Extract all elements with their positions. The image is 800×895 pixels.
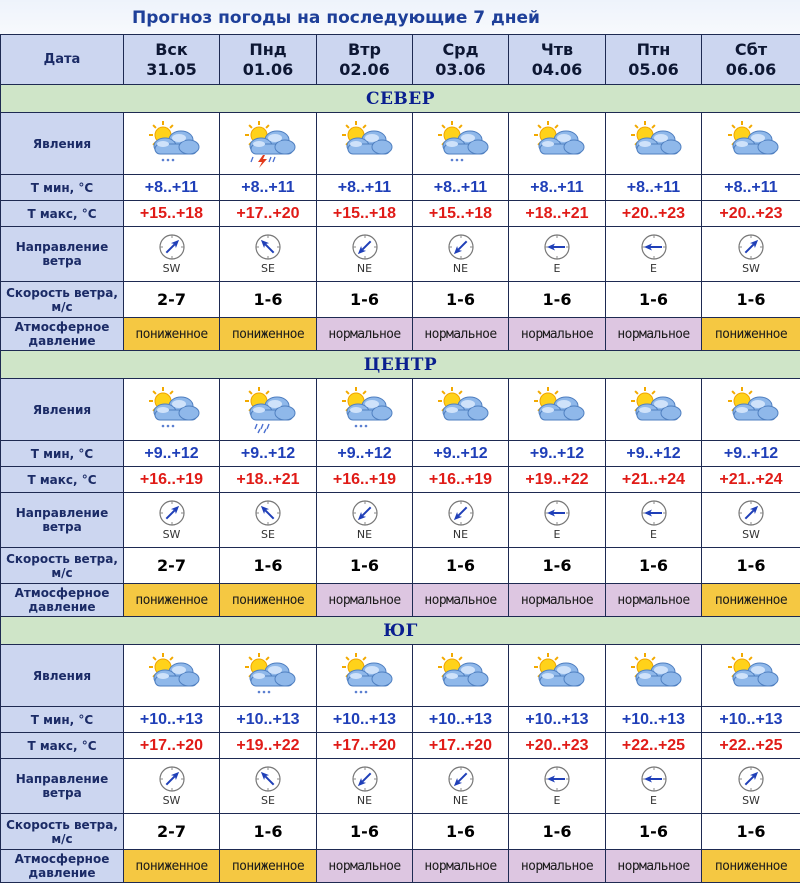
pressure-value: пониженное [702,318,800,351]
day-of-week: Чтв [540,39,574,59]
tmax-value: +20..+23 [509,733,606,759]
pressure-value: нормальное [413,584,509,617]
tmax-value: +15..+18 [413,201,509,227]
pressure-value: нормальное [606,584,702,617]
wind-direction-cell [702,759,800,814]
sun-cloud-icon [606,113,702,175]
wind-compass-icon [220,233,316,261]
tmin-value: +8..+11 [220,175,317,201]
row-label-pressure: Атмосферное давление [1,318,124,351]
wind-direction-cell [124,227,220,282]
sun-cloud-snow-icon [124,379,220,441]
day-header [413,35,509,85]
row-label-wind-dir: Направление ветра [1,759,124,814]
sun-cloud-icon [606,379,702,441]
wind-speed-value: 1-6 [220,282,317,318]
day-of-week: Вск [155,39,188,59]
tmax-value: +22..+25 [702,733,800,759]
tmin-value: +8..+11 [413,175,509,201]
wind-direction-row [1,227,800,282]
row-label-weather: Явления [1,645,124,707]
date-header-label: Дата [1,35,124,85]
wind-compass-icon [220,765,316,793]
wind-compass-icon [317,233,412,261]
tmax-value: +19..+22 [509,467,606,493]
sun-cloud-icon [702,113,800,175]
day-date: 06.06 [725,59,777,79]
pressure-value: пониженное [702,584,800,617]
wind-direction-cell [509,227,606,282]
day-header [606,35,702,85]
row-label-tmin: Т мин, °С [1,175,124,201]
wind-speed-value: 1-6 [606,814,702,850]
wind-direction-cell [220,759,317,814]
wind-speed-value: 1-6 [702,282,800,318]
pressure-value: нормальное [317,318,413,351]
tmin-value: +10..+13 [220,707,317,733]
pressure-value: нормальное [606,850,702,883]
wind-compass-icon [124,499,219,527]
row-label-tmax: Т макс, °С [1,733,124,759]
row-label-wind-speed: Скорость ветра, м/с [1,814,124,850]
tmin-value: +10..+13 [413,707,509,733]
pressure-value: нормальное [317,850,413,883]
tmax-value: +21..+24 [606,467,702,493]
day-header [124,35,220,85]
tmax-value: +17..+20 [413,733,509,759]
pressure-value: нормальное [509,850,606,883]
wind-compass-icon [124,765,219,793]
pressure-value: пониженное [220,850,317,883]
wind-direction-cell [317,227,413,282]
wind-speed-value: 1-6 [220,548,317,584]
pressure-row [1,318,800,351]
forecast-title-bar [0,0,800,34]
date-header-row [1,35,800,85]
wind-direction-label: NE [356,528,373,541]
tmin-value: +8..+11 [124,175,220,201]
wind-direction-label: SE [261,528,275,541]
row-label-pressure: Атмосферное давление [1,584,124,617]
wind-direction-cell [124,493,220,548]
wind-compass-icon [413,765,508,793]
day-date: 03.06 [435,59,486,79]
wind-compass-icon [606,765,701,793]
sun-cloud-icon [606,645,702,707]
wind-speed-value: 2-7 [124,814,220,850]
pressure-value: нормальное [606,318,702,351]
sun-cloud-icon [413,379,509,441]
tmax-value: +15..+18 [317,201,413,227]
weather-row [1,113,800,175]
sun-cloud-snow-icon [413,113,509,175]
day-of-week: Птн [636,39,671,59]
pressure-value: нормальное [509,318,606,351]
tmin-value: +10..+13 [702,707,800,733]
row-label-tmax: Т макс, °С [1,201,124,227]
forecast-table [0,34,800,883]
day-header [509,35,606,85]
region-name: ЦЕНТР [1,351,800,379]
tmax-value: +17..+20 [124,733,220,759]
day-date: 01.06 [242,59,294,79]
day-of-week: Втр [348,39,381,59]
wind-direction-label: NE [356,794,373,807]
day-date: 31.05 [146,59,197,79]
wind-direction-row [1,493,800,548]
wind-compass-icon [509,765,605,793]
wind-speed-value: 1-6 [317,814,413,850]
wind-direction-cell [413,227,509,282]
region-name: СЕВЕР [1,85,800,113]
row-label-weather: Явления [1,379,124,441]
day-of-week: Сбт [734,39,768,59]
tmax-value: +17..+20 [220,201,317,227]
wind-speed-value: 1-6 [702,814,800,850]
wind-direction-label: SW [162,528,181,541]
sun-cloud-snow-icon [220,645,317,707]
tmin-value: +9..+12 [317,441,413,467]
tmax-value: +18..+21 [509,201,606,227]
row-label-wind-speed: Скорость ветра, м/с [1,548,124,584]
page-title: Прогноз погоды на последующие 7 дней [132,8,540,28]
sun-cloud-icon [317,113,413,175]
tmin-value: +10..+13 [606,707,702,733]
wind-direction-cell [220,493,317,548]
day-of-week: Срд [442,39,479,59]
sun-cloud-icon [702,379,800,441]
wind-direction-row [1,759,800,814]
tmin-row [1,175,800,201]
wind-direction-label: SE [261,262,275,275]
sun-cloud-icon [413,645,509,707]
wind-speed-value: 2-7 [124,548,220,584]
tmax-value: +20..+23 [702,201,800,227]
row-label-wind-speed: Скорость ветра, м/с [1,282,124,318]
wind-compass-icon [606,233,701,261]
wind-direction-label: NE [452,794,469,807]
sun-cloud-snow-icon [124,113,220,175]
sun-cloud-icon [509,113,606,175]
wind-direction-cell [317,493,413,548]
pressure-row [1,850,800,883]
wind-direction-cell [702,227,800,282]
pressure-value: нормальное [317,584,413,617]
tmax-value: +18..+21 [220,467,317,493]
day-header [220,35,317,85]
wind-direction-label: NE [452,262,469,275]
tmin-value: +9..+12 [702,441,800,467]
wind-speed-value: 1-6 [509,814,606,850]
row-label-pressure: Атмосферное давление [1,850,124,883]
tmax-value: +21..+24 [702,467,800,493]
wind-compass-icon [702,765,800,793]
tmin-value: +10..+13 [317,707,413,733]
tmax-value: +16..+19 [317,467,413,493]
wind-direction-cell [702,493,800,548]
pressure-value: нормальное [413,850,509,883]
tmin-value: +9..+12 [220,441,317,467]
wind-direction-label: E [553,262,561,275]
wind-direction-label: SW [742,794,760,807]
row-label-wind-dir: Направление ветра [1,493,124,548]
sun-cloud-icon [124,645,220,707]
wind-compass-icon [509,499,605,527]
wind-direction-label: E [650,262,657,275]
tmin-value: +9..+12 [413,441,509,467]
wind-direction-label: SE [261,794,275,807]
wind-compass-icon [220,499,316,527]
wind-compass-icon [702,499,800,527]
wind-compass-icon [702,233,800,261]
tmax-value: +19..+22 [220,733,317,759]
pressure-value: пониженное [220,318,317,351]
wind-direction-label: E [553,794,561,807]
pressure-value: нормальное [509,584,606,617]
wind-direction-cell [606,493,702,548]
wind-direction-cell [606,759,702,814]
wind-direction-cell [413,759,509,814]
pressure-value: нормальное [413,318,509,351]
wind-direction-label: SW [162,794,181,807]
pressure-value: пониженное [124,850,220,883]
wind-direction-cell [606,227,702,282]
sun-cloud-rain-icon [220,379,317,441]
region-header-row [1,351,800,379]
tmax-value: +20..+23 [606,201,702,227]
wind-speed-value: 1-6 [606,548,702,584]
sun-cloud-icon [509,379,606,441]
tmin-value: +10..+13 [124,707,220,733]
wind-speed-value: 2-7 [124,282,220,318]
tmax-value: +17..+20 [317,733,413,759]
day-date: 02.06 [339,59,390,79]
tmax-row [1,467,800,493]
region-name: ЮГ [1,617,800,645]
tmax-row [1,201,800,227]
weather-row [1,379,800,441]
tmin-value: +8..+11 [702,175,800,201]
sun-cloud-thunder-rain-icon [220,113,317,175]
wind-speed-value: 1-6 [413,282,509,318]
wind-direction-label: E [650,528,657,541]
sun-cloud-snow-icon [317,645,413,707]
pressure-value: пониженное [702,850,800,883]
tmin-row [1,441,800,467]
sun-cloud-icon [509,645,606,707]
pressure-row [1,584,800,617]
wind-compass-icon [606,499,701,527]
row-label-weather: Явления [1,113,124,175]
tmax-value: +16..+19 [413,467,509,493]
wind-speed-value: 1-6 [317,548,413,584]
pressure-value: пониженное [124,584,220,617]
day-date: 04.06 [531,59,583,79]
day-header [317,35,413,85]
pressure-value: пониженное [124,318,220,351]
tmin-row [1,707,800,733]
wind-speed-row [1,282,800,318]
row-label-wind-dir: Направление ветра [1,227,124,282]
wind-direction-label: NE [452,528,469,541]
region-header-row [1,617,800,645]
wind-compass-icon [124,233,219,261]
wind-speed-value: 1-6 [317,282,413,318]
wind-direction-cell [413,493,509,548]
wind-direction-cell [509,759,606,814]
wind-compass-icon [317,499,412,527]
wind-direction-cell [124,759,220,814]
tmax-value: +16..+19 [124,467,220,493]
wind-direction-cell [317,759,413,814]
tmax-row [1,733,800,759]
wind-direction-label: E [650,794,657,807]
wind-direction-cell [509,493,606,548]
wind-speed-row [1,548,800,584]
wind-direction-label: E [553,528,561,541]
row-label-tmin: Т мин, °С [1,707,124,733]
wind-speed-value: 1-6 [220,814,317,850]
wind-compass-icon [509,233,605,261]
wind-direction-label: SW [742,262,760,275]
sun-cloud-icon [702,645,800,707]
wind-direction-cell [220,227,317,282]
tmax-value: +15..+18 [124,201,220,227]
day-date: 05.06 [628,59,679,79]
tmin-value: +9..+12 [509,441,606,467]
tmin-value: +9..+12 [606,441,702,467]
row-label-tmin: Т мин, °С [1,441,124,467]
weather-row [1,645,800,707]
tmin-value: +8..+11 [509,175,606,201]
tmin-value: +10..+13 [509,707,606,733]
wind-speed-value: 1-6 [606,282,702,318]
tmin-value: +9..+12 [124,441,220,467]
wind-speed-value: 1-6 [702,548,800,584]
wind-speed-value: 1-6 [413,814,509,850]
day-of-week: Пнд [249,39,287,59]
wind-direction-label: NE [356,262,373,275]
wind-speed-value: 1-6 [509,282,606,318]
wind-compass-icon [317,765,412,793]
wind-compass-icon [413,499,508,527]
wind-speed-value: 1-6 [413,548,509,584]
wind-speed-value: 1-6 [509,548,606,584]
wind-direction-label: SW [742,528,760,541]
tmin-value: +8..+11 [317,175,413,201]
day-header [702,35,800,85]
wind-direction-label: SW [162,262,181,275]
pressure-value: пониженное [220,584,317,617]
row-label-tmax: Т макс, °С [1,467,124,493]
wind-speed-row [1,814,800,850]
tmax-value: +22..+25 [606,733,702,759]
wind-compass-icon [413,233,508,261]
region-header-row [1,85,800,113]
tmin-value: +8..+11 [606,175,702,201]
sun-cloud-snow-icon [317,379,413,441]
